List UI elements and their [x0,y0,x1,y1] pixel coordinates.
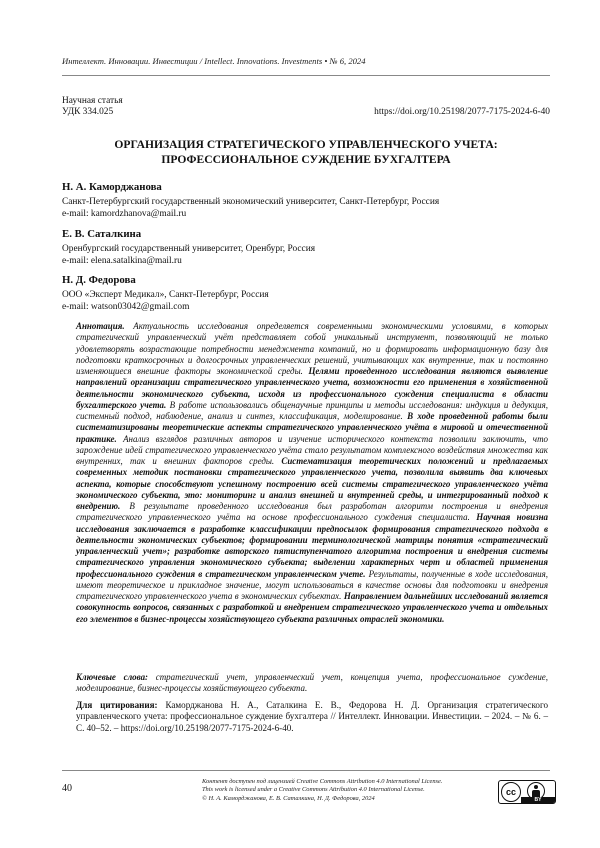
abstract-findings: Результаты, полученные в ходе исследования, имеют теоретическое и прикладное значение, могут использоваться в качестве основы для подготовки и внедрения стратегического управленческого учета в экономических субъектах. [76,568,548,601]
abstract-methods: В работе использовались общенаучные принципы и методы исследования: индукция и дедукция, системный подход, наблюдение, анализ и синтез, классификация, моделирование. [76,399,548,421]
author-block [62,274,550,314]
author-block [62,228,550,268]
by-label: BY [521,797,555,803]
author-block [62,181,550,221]
citation-text: Каморджанова Н. А., Саталкина Е. В., Федорова Н. Д. Организация стратегического управленческого учета: профессиональное суждение бухгалтера // Интеллект. Инновации. Инвестиции. – 2024. – № 6. – С. 40–52. – https://doi.org/10.25198/2077-7175-2024-6-40. [76,700,548,733]
article-meta [62,96,123,119]
footer-rule [62,770,550,771]
abstract-goals: Целями проведенного исследования являются выявление направлений организации стратегического управленческого учета, возможности его применения в хозяйственной деятельности экономического субъекта, исходя из профессионального суждения специалиста в области бухгалтерского учета. [76,366,548,410]
doi-link[interactable]: https://doi.org/10.25198/2077-7175-2024-6-40 [374,107,550,117]
abstract-novelty: Научная новизна исследования заключается в разработке классификации предпосылок формирования стратегического подхода в деятельности экономических субъектов; формировании терминологической матрицы понятия «стратегический управленческий учет»; разработке авторского пятиступенчатого алгоритма построения и внедрения системы стратегического управления экономического субъекта; выделении характерных черт и областей применения профессионального суждения в стратегическом управленческом учете. [76,512,548,579]
udc-code: УДК 334.025 [62,107,114,118]
license-line-ru[interactable]: Контент доступен под лицензией Creative Commons Attribution 4.0 International License. [202,778,443,785]
abstract-systematized: В ходе проведенной работы были систематизированы теоретические аспекты стратегического управленческого учёта в мировой и отечественной практике. [76,411,548,444]
page-number: 40 [62,783,72,794]
author-affiliation: Санкт-Петербургский государственный экономический университет, Санкт-Петербург, Россия [62,197,440,207]
title-line-2: ПРОФЕССИОНАЛЬНОЕ СУЖДЕНИЕ БУХГАЛТЕРА [161,153,451,167]
keywords-label: Ключевые слова: [76,672,149,682]
article-type: Научная статья [62,96,123,106]
author-name: Е. В. Саталкина [62,228,142,240]
license-line-en[interactable]: This work is licensed under a Creative Commons Attribution 4.0 International License. [202,786,425,794]
abstract-result: В результате проведенного исследования был разработан алгоритм построения и внедрения стратегического управленческого учёта на основе профессионального суждения специалиста. [76,501,548,523]
author-name: Н. Д. Федорова [62,274,136,286]
author-email[interactable]: e-mail: elena.satalkina@mail.ru [62,256,182,267]
title-line-1: ОРГАНИЗАЦИЯ СТРАТЕГИЧЕСКОГО УПРАВЛЕНЧЕСКОГО УЧЕТА: [114,138,498,151]
journal-header: Интеллект. Инновации. Инвестиции / Intellect. Innovations. Investments • № 6, 2024 [62,56,366,66]
author-email[interactable]: e-mail: watson03042@gmail.com [62,302,190,313]
author-name: Н. А. Каморджанова [62,181,162,193]
cc-by-badge[interactable] [498,780,556,804]
article-title [62,137,550,168]
abstract [76,321,548,625]
author-email[interactable]: e-mail: kamordzhanova@mail.ru [62,209,187,220]
abstract-lead: Актуальность исследования определяется современными экономическими условиями, в которых стратегический управленческий учёт представляет собой уникальный инструмент, позволяющий не только удовлетворять возрастающие потребности менеджмента компаний, но и формировать информационную базу для подготовки краткосрочных и долгосрочных управленческих решений, учитывающих как внутренние, так и постоянно изменяющиеся внешние факторы экономической среды. [76,321,548,376]
keywords [76,672,548,694]
keywords-text: стратегический учет, управленческий учет, концепция учета, профессиональное суждение, моделирование, бизнес-процессы хозяйствующего субъекта. [76,672,548,694]
citation [76,700,548,734]
cc-icon: cc [501,782,521,802]
citation-label: Для цитирования: [76,700,158,710]
abstract-label: Аннотация. [76,321,125,331]
abstract-directions: Направлением дальнейших исследований является совокупность вопросов, связанных с разработкой и внедрением стратегического управленческого учета и отдельных его элементов в бизнес-процессы хозяйствующего субъекта различных отраслей экономики. [76,591,548,624]
copyright-line: © Н. А. Каморджанова, Е. В. Саталкина, Н. Д. Федорова, 2024 [202,794,375,802]
author-affiliation: ООО «Эксперт Медикал», Санкт-Петербург, Россия [62,290,269,300]
header-rule [62,75,550,76]
license-notice [202,778,442,803]
abstract-systematization: Систематизация теоретических положений и предлагаемых современных методик постановки стратегического управленческого учета, позволила выявить два ключевых аспекта, которые способствуют успешному построению всей системы стратегического управленческого учёта экономического субъекта, это: мониторинг и анализ внешней и внутренней среды, и интегрированный подход к внедрению. [76,456,548,511]
abstract-analysis: Анализ взглядов различных авторов и изучение исторического контекста позволили заключить, что зарождение идей стратегического управленческого учёта стало результатом комплексного воздействия множества как внутренних, так и внешних факторов среды. [76,433,548,466]
author-affiliation: Оренбургский государственный университет, Оренбург, Россия [62,244,316,254]
